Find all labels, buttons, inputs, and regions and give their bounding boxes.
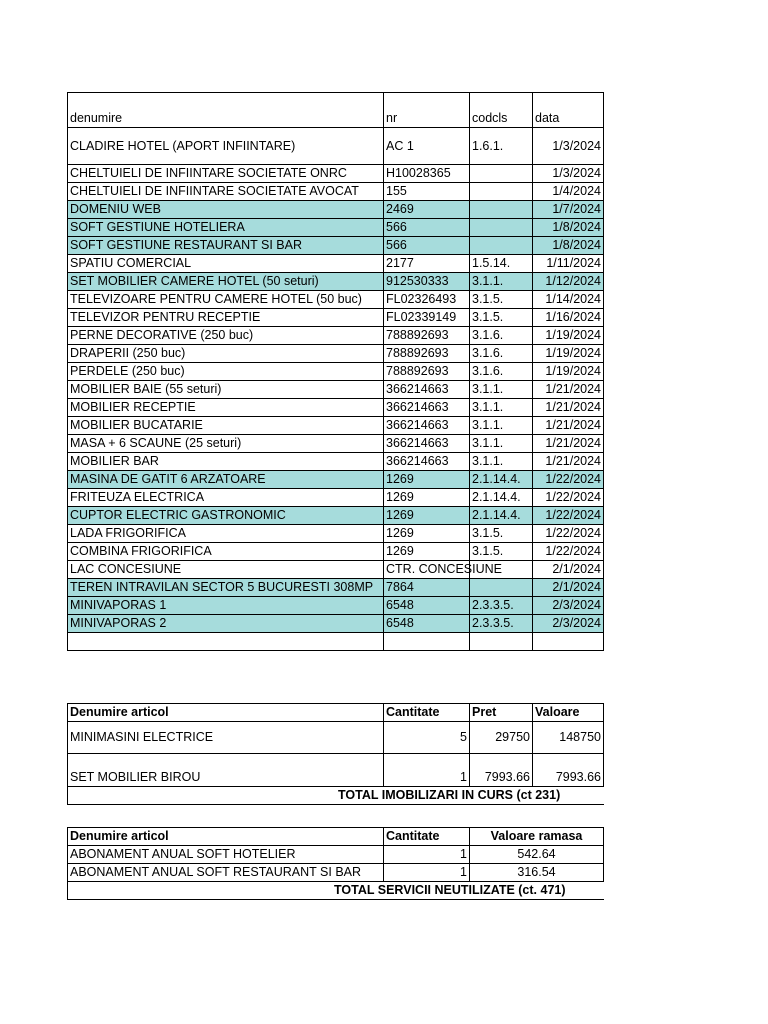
cell-data: 1/22/2024	[533, 489, 604, 507]
cell-codcls: 3.1.6.	[470, 345, 533, 363]
cell-data: 1/4/2024	[533, 183, 604, 201]
cell-nr: 366214663	[384, 435, 470, 453]
cell-codcls: 3.1.1.	[470, 453, 533, 471]
cell-data: 1/22/2024	[533, 525, 604, 543]
table-row	[68, 453, 604, 471]
table-row	[68, 579, 604, 597]
imobilizari-cantitate: 5	[384, 722, 470, 754]
cell-codcls	[470, 219, 533, 237]
cell-data: 1/8/2024	[533, 237, 604, 255]
cell-codcls: 2.1.14.4.	[470, 489, 533, 507]
cell-codcls	[470, 237, 533, 255]
cell-codcls: 3.1.1.	[470, 399, 533, 417]
table-row	[68, 615, 604, 633]
cell-denumire: TEREN INTRAVILAN SECTOR 5 BUCURESTI 308MP	[68, 579, 384, 597]
table-row	[68, 722, 604, 754]
cell-denumire: COMBINA FRIGORIFICA	[68, 543, 384, 561]
cell-codcls: 3.1.1.	[470, 273, 533, 291]
cell-denumire: SOFT GESTIUNE RESTAURANT SI BAR	[68, 237, 384, 255]
cell-data: 2/3/2024	[533, 615, 604, 633]
cell-nr: 155	[384, 183, 470, 201]
cell-nr: 1269	[384, 489, 470, 507]
servicii-cantitate: 1	[384, 846, 470, 864]
cell-denumire: LADA FRIGORIFICA	[68, 525, 384, 543]
cell-denumire: TELEVIZOR PENTRU RECEPTIE	[68, 309, 384, 327]
cell-denumire: PERNE DECORATIVE (250 buc)	[68, 327, 384, 345]
servicii-header-valoare-ramasa: Valoare ramasa	[470, 828, 604, 846]
cell-data: 2/1/2024	[533, 561, 604, 579]
table-row	[68, 507, 604, 525]
cell-nr: 912530333	[384, 273, 470, 291]
cell-codcls: 3.1.5.	[470, 543, 533, 561]
table-row	[68, 345, 604, 363]
table-row	[68, 597, 604, 615]
table-row	[68, 165, 604, 183]
cell-codcls	[470, 165, 533, 183]
cell-nr: 1269	[384, 525, 470, 543]
cell-data: 1/21/2024	[533, 399, 604, 417]
servicii-total-label: TOTAL SERVICII NEUTILIZATE (ct. 471)	[68, 882, 604, 900]
table-row	[68, 525, 604, 543]
imobilizari-cantitate: 1	[384, 754, 470, 787]
imobilizari-valoare: 148750	[533, 722, 604, 754]
header-row	[68, 93, 604, 128]
cell-nr: 366214663	[384, 453, 470, 471]
imobilizari-denumire: SET MOBILIER BIROU	[68, 754, 384, 787]
table-row	[68, 543, 604, 561]
table-row	[68, 417, 604, 435]
table-row	[68, 327, 604, 345]
servicii-denumire: ABONAMENT ANUAL SOFT HOTELIER	[68, 846, 384, 864]
cell-codcls: 3.1.5.	[470, 291, 533, 309]
cell-nr: 566	[384, 237, 470, 255]
empty-cell	[470, 633, 533, 651]
cell-nr: 6548	[384, 597, 470, 615]
cell-nr: 788892693	[384, 363, 470, 381]
cell-codcls	[470, 183, 533, 201]
imobilizari-header-row	[68, 704, 604, 722]
imobilizari-denumire: MINIMASINI ELECTRICE	[68, 722, 384, 754]
header-codcls: codcls	[470, 93, 533, 128]
table-row	[68, 273, 604, 291]
table-row	[68, 489, 604, 507]
table-row	[68, 846, 604, 864]
cell-nr: 366214663	[384, 381, 470, 399]
cell-codcls: 3.1.1.	[470, 417, 533, 435]
cell-denumire: SOFT GESTIUNE HOTELIERA	[68, 219, 384, 237]
cell-denumire: MINIVAPORAS 1	[68, 597, 384, 615]
table-row	[68, 754, 604, 787]
cell-denumire: MOBILIER BUCATARIE	[68, 417, 384, 435]
empty-cell	[533, 633, 604, 651]
cell-data: 1/21/2024	[533, 435, 604, 453]
cell-codcls	[470, 201, 533, 219]
cell-data: 1/11/2024	[533, 255, 604, 273]
cell-denumire: MOBILIER BAR	[68, 453, 384, 471]
cell-denumire: TELEVIZOARE PENTRU CAMERE HOTEL (50 buc)	[68, 291, 384, 309]
header-denumire: denumire	[68, 93, 384, 128]
cell-codcls: 2.1.14.4.	[470, 471, 533, 489]
cell-codcls	[470, 579, 533, 597]
cell-nr: 366214663	[384, 417, 470, 435]
cell-denumire: DOMENIU WEB	[68, 201, 384, 219]
cell-denumire: PERDELE (250 buc)	[68, 363, 384, 381]
imobilizari-table	[67, 703, 604, 805]
cell-codcls: 3.1.1.	[470, 381, 533, 399]
cell-codcls: 3.1.5.	[470, 309, 533, 327]
cell-nr: H10028365	[384, 165, 470, 183]
cell-data: 1/16/2024	[533, 309, 604, 327]
cell-denumire: CHELTUIELI DE INFIINTARE SOCIETATE ONRC	[68, 165, 384, 183]
table-row	[68, 471, 604, 489]
cell-denumire: CHELTUIELI DE INFIINTARE SOCIETATE AVOCAT	[68, 183, 384, 201]
cell-data: 1/22/2024	[533, 543, 604, 561]
cell-denumire: FRITEUZA ELECTRICA	[68, 489, 384, 507]
cell-codcls: 3.1.6.	[470, 363, 533, 381]
cell-nr: 1269	[384, 471, 470, 489]
table-row	[68, 864, 604, 882]
imobilizari-valoare: 7993.66	[533, 754, 604, 787]
main-asset-table	[67, 92, 604, 651]
imobilizari-header-denumire: Denumire articol	[68, 704, 384, 722]
table-row	[68, 128, 604, 165]
cell-data: 1/14/2024	[533, 291, 604, 309]
cell-denumire: MASINA DE GATIT 6 ARZATOARE	[68, 471, 384, 489]
cell-codcls: 2.3.3.5.	[470, 615, 533, 633]
servicii-denumire: ABONAMENT ANUAL SOFT RESTAURANT SI BAR	[68, 864, 384, 882]
cell-nr: FL02326493	[384, 291, 470, 309]
imobilizari-total-row	[68, 787, 604, 805]
cell-nr: 366214663	[384, 399, 470, 417]
cell-nr: CTR. CONCESIUNE	[384, 561, 470, 579]
main-asset-table-body	[68, 93, 604, 651]
empty-row	[68, 633, 604, 651]
cell-nr: 6548	[384, 615, 470, 633]
cell-data: 1/22/2024	[533, 471, 604, 489]
empty-cell	[384, 633, 470, 651]
cell-data: 1/3/2024	[533, 128, 604, 165]
imobilizari-pret: 29750	[470, 722, 533, 754]
cell-codcls: 3.1.6.	[470, 327, 533, 345]
table-row	[68, 255, 604, 273]
cell-nr: 2469	[384, 201, 470, 219]
empty-cell	[68, 633, 384, 651]
cell-codcls: 2.3.3.5.	[470, 597, 533, 615]
cell-denumire: MINIVAPORAS 2	[68, 615, 384, 633]
cell-data: 2/1/2024	[533, 579, 604, 597]
cell-data: 1/21/2024	[533, 381, 604, 399]
cell-denumire: MOBILIER BAIE (55 seturi)	[68, 381, 384, 399]
cell-codcls: 1.5.14.	[470, 255, 533, 273]
servicii-total-row	[68, 882, 604, 900]
cell-denumire: SET MOBILIER CAMERE HOTEL (50 seturi)	[68, 273, 384, 291]
servicii-header-row	[68, 828, 604, 846]
cell-data: 1/8/2024	[533, 219, 604, 237]
cell-nr: FL02339149	[384, 309, 470, 327]
imobilizari-total-label: TOTAL IMOBILIZARI IN CURS (ct 231)	[68, 787, 604, 805]
cell-denumire: SPATIU COMERCIAL	[68, 255, 384, 273]
servicii-valoare-ramasa: 542.64	[470, 846, 604, 864]
cell-denumire: DRAPERII (250 buc)	[68, 345, 384, 363]
cell-nr: 788892693	[384, 345, 470, 363]
cell-denumire: MOBILIER RECEPTIE	[68, 399, 384, 417]
table-row	[68, 237, 604, 255]
cell-data: 2/3/2024	[533, 597, 604, 615]
imobilizari-pret: 7993.66	[470, 754, 533, 787]
cell-denumire: CLADIRE HOTEL (APORT INFIINTARE)	[68, 128, 384, 165]
header-data: data	[533, 93, 604, 128]
table-row	[68, 183, 604, 201]
header-nr: nr	[384, 93, 470, 128]
imobilizari-header-valoare: Valoare	[533, 704, 604, 722]
table-row	[68, 561, 604, 579]
cell-data: 1/12/2024	[533, 273, 604, 291]
cell-codcls: 3.1.5.	[470, 525, 533, 543]
table-row	[68, 309, 604, 327]
cell-data: 1/7/2024	[533, 201, 604, 219]
servicii-cantitate: 1	[384, 864, 470, 882]
cell-nr: 2177	[384, 255, 470, 273]
table-row	[68, 219, 604, 237]
cell-data: 1/21/2024	[533, 453, 604, 471]
cell-denumire: LAC CONCESIUNE	[68, 561, 384, 579]
servicii-header-cantitate: Cantitate	[384, 828, 470, 846]
cell-data: 1/22/2024	[533, 507, 604, 525]
cell-data: 1/3/2024	[533, 165, 604, 183]
cell-nr: 1269	[384, 507, 470, 525]
cell-data: 1/19/2024	[533, 363, 604, 381]
cell-codcls: 3.1.1.	[470, 435, 533, 453]
cell-nr: AC 1	[384, 128, 470, 165]
imobilizari-header-pret: Pret	[470, 704, 533, 722]
table-row	[68, 201, 604, 219]
table-row	[68, 381, 604, 399]
cell-codcls: 1.6.1.	[470, 128, 533, 165]
cell-data: 1/19/2024	[533, 345, 604, 363]
table-row	[68, 435, 604, 453]
servicii-header-denumire: Denumire articol	[68, 828, 384, 846]
table-row	[68, 291, 604, 309]
servicii-valoare-ramasa: 316.54	[470, 864, 604, 882]
cell-codcls: 2.1.14.4.	[470, 507, 533, 525]
cell-nr: 1269	[384, 543, 470, 561]
table-row	[68, 399, 604, 417]
cell-nr: 566	[384, 219, 470, 237]
cell-data: 1/19/2024	[533, 327, 604, 345]
imobilizari-header-cantitate: Cantitate	[384, 704, 470, 722]
cell-denumire: CUPTOR ELECTRIC GASTRONOMIC	[68, 507, 384, 525]
cell-data: 1/21/2024	[533, 417, 604, 435]
cell-nr: 788892693	[384, 327, 470, 345]
cell-nr: 7864	[384, 579, 470, 597]
cell-denumire: MASA + 6 SCAUNE (25 seturi)	[68, 435, 384, 453]
table-row	[68, 363, 604, 381]
servicii-table	[67, 827, 604, 900]
